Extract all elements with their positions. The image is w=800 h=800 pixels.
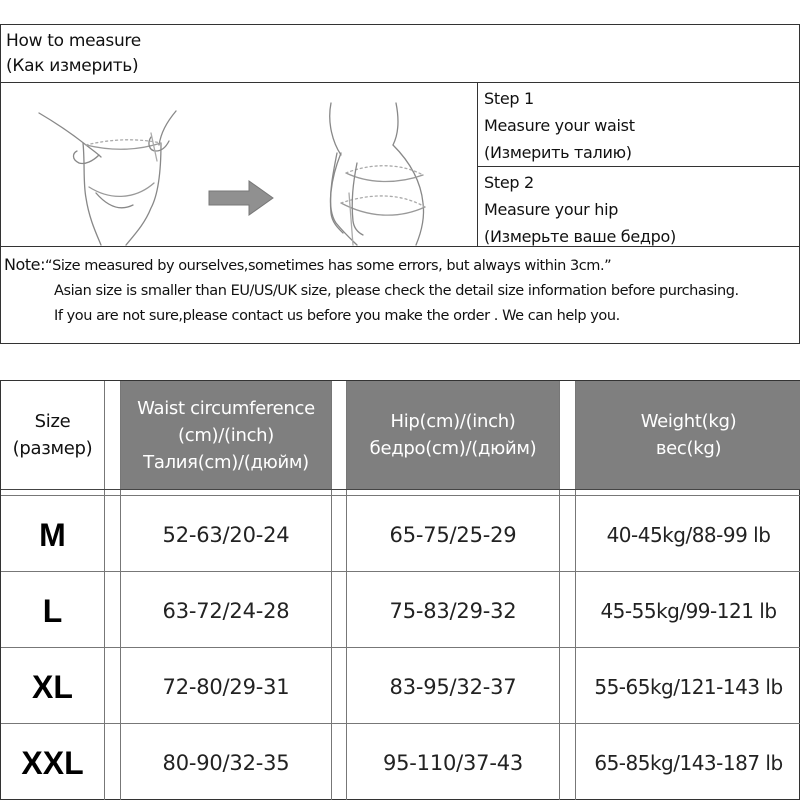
measurement-guide bbox=[0, 24, 800, 344]
waist-cell: 52-63/20-24 bbox=[162, 523, 290, 547]
step-1-text-ru: (Измерить талию) bbox=[484, 143, 632, 162]
header-weight bbox=[576, 381, 800, 489]
table-row bbox=[1, 649, 800, 725]
hip-cell: 95-110/37-43 bbox=[382, 751, 524, 775]
waist-cell: 63-72/24-28 bbox=[162, 599, 290, 623]
step-2 bbox=[478, 167, 799, 247]
hip-cell: 75-83/29-32 bbox=[389, 599, 517, 623]
step-2-label: Step 2 bbox=[484, 173, 534, 192]
weight-cell: 40-45kg/88-99 lb bbox=[606, 523, 771, 547]
guide-title-block bbox=[1, 25, 799, 83]
header-waist-line-3: Талия(cm)/(дюйм) bbox=[143, 451, 309, 473]
header-size bbox=[1, 381, 104, 489]
table-row bbox=[1, 497, 800, 573]
guide-title: How to measure bbox=[6, 31, 141, 51]
table-row bbox=[1, 725, 800, 800]
waist-cell: 80-90/32-35 bbox=[162, 751, 290, 775]
hip-cell: 65-75/25-29 bbox=[389, 523, 517, 547]
note-block bbox=[1, 247, 799, 343]
note-line-3: If you are not sure,please contact us before you make the order . We can help you. bbox=[54, 308, 620, 324]
header-waist-line-1: Waist circumference bbox=[137, 397, 315, 419]
weight-cell: 65-85kg/143-187 lb bbox=[594, 751, 783, 775]
hip-cell: 83-95/32-37 bbox=[389, 675, 517, 699]
step-1-text: Measure your waist bbox=[484, 116, 635, 135]
waist-measure-figure bbox=[39, 111, 176, 245]
size-cell: XXL bbox=[21, 744, 84, 781]
header-hip bbox=[347, 381, 559, 489]
size-cell: L bbox=[42, 592, 63, 629]
note-label: Note: bbox=[4, 255, 46, 274]
hip-measure-figure bbox=[330, 103, 425, 245]
header-waist bbox=[121, 381, 331, 489]
arrow-right-icon bbox=[209, 181, 273, 215]
step-2-text: Measure your hip bbox=[484, 200, 619, 219]
weight-cell: 55-65kg/121-143 lb bbox=[594, 675, 783, 699]
step-1 bbox=[478, 83, 799, 167]
weight-cell: 45-55kg/99-121 lb bbox=[600, 599, 777, 623]
guide-title-ru: (Как измерить) bbox=[6, 56, 139, 76]
waist-cell: 72-80/29-31 bbox=[162, 675, 290, 699]
header-size-line-2: (размер) bbox=[12, 438, 93, 459]
note-line-1 bbox=[4, 252, 799, 279]
header-weight-line-1: Weight(kg) bbox=[640, 411, 737, 432]
note-line-2: Asian size is smaller than EU/US/UK size, please check the detail size information before purchasing. bbox=[54, 283, 739, 299]
header-hip-line-1: Hip(cm)/(inch) bbox=[390, 411, 516, 432]
header-waist-line-2: (cm)/(inch) bbox=[178, 424, 274, 446]
note-text-1: “Size measured by ourselves,sometimes has some errors, but always within 3cm.” bbox=[45, 258, 612, 274]
header-size-line-1: Size bbox=[34, 411, 71, 432]
size-cell: XL bbox=[32, 668, 73, 705]
grid-line bbox=[1, 489, 800, 490]
table-row bbox=[1, 573, 800, 649]
size-table bbox=[0, 380, 800, 800]
step-2-text-ru: (Измерьте ваше бедро) bbox=[484, 227, 676, 246]
measurement-illustration bbox=[1, 83, 478, 247]
measurement-drawing bbox=[1, 83, 477, 246]
step-1-label: Step 1 bbox=[484, 89, 534, 108]
grid-line bbox=[1, 495, 800, 496]
header-hip-line-2: бедро(cm)/(дюйм) bbox=[369, 438, 537, 459]
header-weight-line-2: вес(kg) bbox=[655, 438, 722, 459]
size-cell: M bbox=[39, 516, 66, 553]
